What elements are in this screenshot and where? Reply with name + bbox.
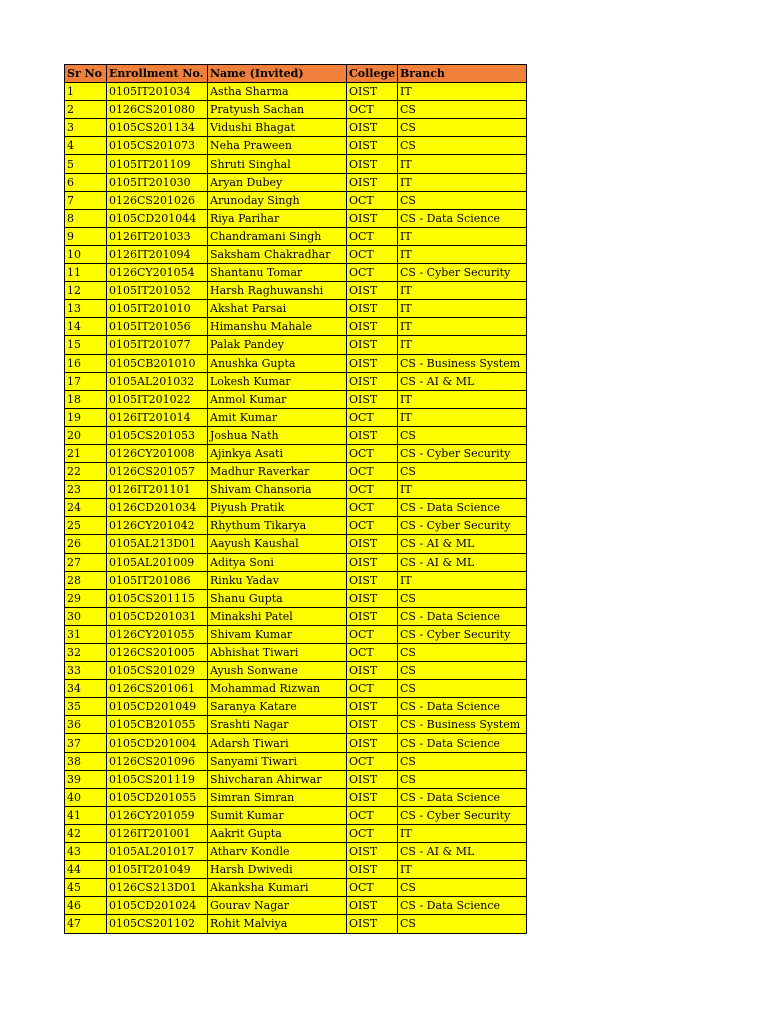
cell-name: Shivam Kumar (208, 625, 347, 643)
cell-branch: CS - Cyber Security (398, 517, 527, 535)
table-row (65, 734, 527, 752)
table-row (65, 698, 527, 716)
cell-name: Akanksha Kumari (208, 879, 347, 897)
cell-enrollment-no: 0126CY201055 (107, 625, 208, 643)
table-row (65, 408, 527, 426)
cell-branch: CS - Cyber Security (398, 444, 527, 462)
cell-enrollment-no: 0105CS201073 (107, 137, 208, 155)
cell-enrollment-no: 0126IT201001 (107, 824, 208, 842)
table-row (65, 354, 527, 372)
cell-branch: CS - Data Science (398, 897, 527, 915)
cell-sr-no: 39 (65, 770, 107, 788)
cell-name: Shivcharan Ahirwar (208, 770, 347, 788)
cell-enrollment-no: 0105IT201052 (107, 282, 208, 300)
cell-college: OIST (347, 372, 398, 390)
table-row (65, 282, 527, 300)
cell-college: OCT (347, 481, 398, 499)
cell-branch: CS (398, 191, 527, 209)
table-row (65, 607, 527, 625)
cell-branch: IT (398, 155, 527, 173)
header-name: Name (Invited) (208, 65, 347, 83)
cell-branch: CS - AI & ML (398, 535, 527, 553)
cell-sr-no: 38 (65, 752, 107, 770)
cell-sr-no: 32 (65, 644, 107, 662)
cell-sr-no: 23 (65, 481, 107, 499)
cell-branch: IT (398, 571, 527, 589)
cell-branch: CS - Cyber Security (398, 806, 527, 824)
table-row (65, 444, 527, 462)
cell-name: Simran Simran (208, 788, 347, 806)
cell-college: OCT (347, 463, 398, 481)
cell-college: OCT (347, 499, 398, 517)
table-row (65, 861, 527, 879)
cell-college: OCT (347, 245, 398, 263)
cell-sr-no: 18 (65, 390, 107, 408)
cell-name: Harsh Raghuwanshi (208, 282, 347, 300)
cell-college: OIST (347, 843, 398, 861)
cell-branch: CS (398, 426, 527, 444)
cell-college: OIST (347, 119, 398, 137)
cell-sr-no: 16 (65, 354, 107, 372)
cell-enrollment-no: 0126CY201054 (107, 264, 208, 282)
cell-college: OIST (347, 861, 398, 879)
table-row (65, 843, 527, 861)
table-row (65, 625, 527, 643)
cell-college: OIST (347, 788, 398, 806)
cell-name: Shantanu Tomar (208, 264, 347, 282)
cell-college: OIST (347, 897, 398, 915)
cell-sr-no: 13 (65, 300, 107, 318)
cell-branch: CS - Cyber Security (398, 625, 527, 643)
cell-name: Palak Pandey (208, 336, 347, 354)
cell-sr-no: 28 (65, 571, 107, 589)
cell-sr-no: 4 (65, 137, 107, 155)
cell-sr-no: 41 (65, 806, 107, 824)
cell-enrollment-no: 0105CD201049 (107, 698, 208, 716)
cell-sr-no: 26 (65, 535, 107, 553)
cell-sr-no: 35 (65, 698, 107, 716)
cell-sr-no: 47 (65, 915, 107, 933)
cell-college: OCT (347, 879, 398, 897)
cell-enrollment-no: 0105CS201102 (107, 915, 208, 933)
cell-branch: IT (398, 390, 527, 408)
cell-name: Sanyami Tiwari (208, 752, 347, 770)
table-row (65, 372, 527, 390)
cell-branch: CS (398, 119, 527, 137)
cell-name: Joshua Nath (208, 426, 347, 444)
cell-name: Adarsh Tiwari (208, 734, 347, 752)
cell-branch: CS (398, 770, 527, 788)
cell-branch: CS - Business System (398, 716, 527, 734)
table-body (65, 83, 527, 933)
cell-enrollment-no: 0105CB201010 (107, 354, 208, 372)
cell-branch: IT (398, 245, 527, 263)
cell-enrollment-no: 0105CD201004 (107, 734, 208, 752)
table-row (65, 227, 527, 245)
cell-name: Shanu Gupta (208, 589, 347, 607)
cell-sr-no: 33 (65, 662, 107, 680)
cell-sr-no: 45 (65, 879, 107, 897)
cell-enrollment-no: 0105IT201049 (107, 861, 208, 879)
cell-college: OIST (347, 300, 398, 318)
cell-college: OCT (347, 644, 398, 662)
cell-college: OIST (347, 607, 398, 625)
cell-name: Saranya Katare (208, 698, 347, 716)
cell-name: Neha Praween (208, 137, 347, 155)
cell-college: OIST (347, 390, 398, 408)
cell-college: OCT (347, 806, 398, 824)
cell-branch: CS - Data Science (398, 734, 527, 752)
cell-name: Ayush Sonwane (208, 662, 347, 680)
cell-branch: CS - AI & ML (398, 843, 527, 861)
cell-enrollment-no: 0105CD201031 (107, 607, 208, 625)
cell-branch: CS - Cyber Security (398, 264, 527, 282)
table-row (65, 535, 527, 553)
cell-branch: CS - Data Science (398, 607, 527, 625)
cell-name: Atharv Kondle (208, 843, 347, 861)
cell-enrollment-no: 0126CS201061 (107, 680, 208, 698)
cell-sr-no: 17 (65, 372, 107, 390)
table-row (65, 770, 527, 788)
cell-sr-no: 37 (65, 734, 107, 752)
cell-college: OIST (347, 915, 398, 933)
cell-sr-no: 8 (65, 209, 107, 227)
cell-sr-no: 22 (65, 463, 107, 481)
cell-branch: CS - Data Science (398, 499, 527, 517)
table-row (65, 245, 527, 263)
cell-enrollment-no: 0126CY201042 (107, 517, 208, 535)
cell-college: OCT (347, 625, 398, 643)
cell-enrollment-no: 0105CS201134 (107, 119, 208, 137)
cell-branch: CS (398, 879, 527, 897)
cell-name: Aditya Soni (208, 553, 347, 571)
cell-enrollment-no: 0105CS201119 (107, 770, 208, 788)
cell-enrollment-no: 0105AL213D01 (107, 535, 208, 553)
cell-sr-no: 36 (65, 716, 107, 734)
cell-name: Anmol Kumar (208, 390, 347, 408)
cell-sr-no: 24 (65, 499, 107, 517)
table-row (65, 481, 527, 499)
cell-name: Rohit Malviya (208, 915, 347, 933)
cell-name: Amit Kumar (208, 408, 347, 426)
cell-college: OIST (347, 354, 398, 372)
cell-branch: IT (398, 282, 527, 300)
table-row (65, 209, 527, 227)
cell-enrollment-no: 0126CS201096 (107, 752, 208, 770)
cell-sr-no: 31 (65, 625, 107, 643)
table-row (65, 752, 527, 770)
cell-enrollment-no: 0105CS201029 (107, 662, 208, 680)
table-row (65, 662, 527, 680)
cell-sr-no: 6 (65, 173, 107, 191)
cell-enrollment-no: 0126CD201034 (107, 499, 208, 517)
cell-enrollment-no: 0126CS201080 (107, 101, 208, 119)
table-row (65, 879, 527, 897)
cell-enrollment-no: 0126CS201026 (107, 191, 208, 209)
cell-enrollment-no: 0105IT201030 (107, 173, 208, 191)
cell-branch: CS (398, 644, 527, 662)
cell-name: Shivam Chansoria (208, 481, 347, 499)
cell-enrollment-no: 0105IT201010 (107, 300, 208, 318)
cell-sr-no: 34 (65, 680, 107, 698)
cell-name: Chandramani Singh (208, 227, 347, 245)
cell-sr-no: 29 (65, 589, 107, 607)
cell-college: OIST (347, 318, 398, 336)
cell-enrollment-no: 0105IT201109 (107, 155, 208, 173)
cell-sr-no: 3 (65, 119, 107, 137)
table-row (65, 155, 527, 173)
cell-name: Vidushi Bhagat (208, 119, 347, 137)
table-row (65, 788, 527, 806)
cell-branch: CS (398, 101, 527, 119)
cell-name: Anushka Gupta (208, 354, 347, 372)
cell-sr-no: 27 (65, 553, 107, 571)
cell-college: OCT (347, 101, 398, 119)
cell-name: Rinku Yadav (208, 571, 347, 589)
cell-name: Akshat Parsai (208, 300, 347, 318)
cell-college: OIST (347, 209, 398, 227)
cell-sr-no: 11 (65, 264, 107, 282)
cell-name: Srashti Nagar (208, 716, 347, 734)
cell-name: Gourav Nagar (208, 897, 347, 915)
cell-college: OIST (347, 83, 398, 101)
cell-enrollment-no: 0105IT201077 (107, 336, 208, 354)
cell-college: OIST (347, 770, 398, 788)
invited-students-table (64, 64, 527, 934)
cell-college: OIST (347, 589, 398, 607)
table-row (65, 173, 527, 191)
cell-name: Aakrit Gupta (208, 824, 347, 842)
cell-sr-no: 14 (65, 318, 107, 336)
table-row (65, 517, 527, 535)
cell-enrollment-no: 0105CS201053 (107, 426, 208, 444)
table-row (65, 499, 527, 517)
cell-name: Sumit Kumar (208, 806, 347, 824)
cell-sr-no: 12 (65, 282, 107, 300)
cell-sr-no: 20 (65, 426, 107, 444)
table-row (65, 264, 527, 282)
cell-name: Himanshu Mahale (208, 318, 347, 336)
cell-name: Riya Parihar (208, 209, 347, 227)
cell-branch: IT (398, 824, 527, 842)
table-row (65, 426, 527, 444)
cell-sr-no: 5 (65, 155, 107, 173)
cell-sr-no: 7 (65, 191, 107, 209)
cell-enrollment-no: 0105CD201044 (107, 209, 208, 227)
table-row (65, 680, 527, 698)
cell-name: Minakshi Patel (208, 607, 347, 625)
header-row (65, 65, 527, 83)
table-row (65, 463, 527, 481)
cell-name: Madhur Raverkar (208, 463, 347, 481)
header-enrollment-no: Enrollment No. (107, 65, 208, 83)
cell-college: OIST (347, 716, 398, 734)
cell-college: OCT (347, 408, 398, 426)
cell-branch: IT (398, 318, 527, 336)
cell-college: OCT (347, 191, 398, 209)
cell-branch: IT (398, 861, 527, 879)
cell-name: Pratyush Sachan (208, 101, 347, 119)
cell-enrollment-no: 0126CS201057 (107, 463, 208, 481)
table-row (65, 191, 527, 209)
cell-sr-no: 42 (65, 824, 107, 842)
cell-branch: IT (398, 336, 527, 354)
cell-branch: CS (398, 463, 527, 481)
cell-college: OIST (347, 282, 398, 300)
cell-branch: CS (398, 752, 527, 770)
cell-sr-no: 40 (65, 788, 107, 806)
cell-enrollment-no: 0126IT201014 (107, 408, 208, 426)
cell-branch: IT (398, 481, 527, 499)
cell-branch: CS - Data Science (398, 209, 527, 227)
cell-branch: CS (398, 137, 527, 155)
cell-enrollment-no: 0105IT201022 (107, 390, 208, 408)
cell-college: OCT (347, 824, 398, 842)
cell-sr-no: 46 (65, 897, 107, 915)
table-row (65, 390, 527, 408)
cell-enrollment-no: 0105AL201032 (107, 372, 208, 390)
cell-branch: IT (398, 408, 527, 426)
cell-name: Harsh Dwivedi (208, 861, 347, 879)
table-row (65, 553, 527, 571)
cell-enrollment-no: 0105IT201086 (107, 571, 208, 589)
cell-college: OCT (347, 444, 398, 462)
cell-enrollment-no: 0105CS201115 (107, 589, 208, 607)
cell-college: OIST (347, 535, 398, 553)
cell-enrollment-no: 0126IT201101 (107, 481, 208, 499)
table-row (65, 318, 527, 336)
cell-enrollment-no: 0105CB201055 (107, 716, 208, 734)
cell-sr-no: 2 (65, 101, 107, 119)
cell-name: Shruti Singhal (208, 155, 347, 173)
cell-name: Arunoday Singh (208, 191, 347, 209)
cell-branch: CS - Data Science (398, 788, 527, 806)
cell-enrollment-no: 0105IT201034 (107, 83, 208, 101)
cell-enrollment-no: 0126CS201005 (107, 644, 208, 662)
header-college: College (347, 65, 398, 83)
cell-sr-no: 25 (65, 517, 107, 535)
cell-name: Rhythum Tikarya (208, 517, 347, 535)
cell-name: Ajinkya Asati (208, 444, 347, 462)
table-row (65, 336, 527, 354)
cell-name: Abhishat Tiwari (208, 644, 347, 662)
cell-name: Lokesh Kumar (208, 372, 347, 390)
table-row (65, 119, 527, 137)
cell-branch: IT (398, 300, 527, 318)
cell-sr-no: 30 (65, 607, 107, 625)
cell-college: OIST (347, 173, 398, 191)
cell-college: OIST (347, 155, 398, 173)
cell-branch: IT (398, 227, 527, 245)
table-row (65, 716, 527, 734)
cell-sr-no: 44 (65, 861, 107, 879)
cell-branch: CS (398, 680, 527, 698)
cell-branch: CS - Business System (398, 354, 527, 372)
cell-enrollment-no: 0105AL201017 (107, 843, 208, 861)
cell-college: OIST (347, 571, 398, 589)
header-sr-no: Sr No (65, 65, 107, 83)
table-row (65, 137, 527, 155)
table-row (65, 915, 527, 933)
cell-branch: CS (398, 915, 527, 933)
cell-enrollment-no: 0126IT201094 (107, 245, 208, 263)
cell-branch: IT (398, 173, 527, 191)
table-row (65, 806, 527, 824)
cell-enrollment-no: 0105AL201009 (107, 553, 208, 571)
cell-name: Saksham Chakradhar (208, 245, 347, 263)
cell-college: OCT (347, 264, 398, 282)
cell-branch: CS - Data Science (398, 698, 527, 716)
table-row (65, 824, 527, 842)
cell-college: OIST (347, 137, 398, 155)
cell-enrollment-no: 0126IT201033 (107, 227, 208, 245)
cell-sr-no: 21 (65, 444, 107, 462)
table-row (65, 589, 527, 607)
cell-name: Aryan Dubey (208, 173, 347, 191)
cell-branch: CS (398, 589, 527, 607)
header-branch: Branch (398, 65, 527, 83)
cell-college: OIST (347, 734, 398, 752)
cell-sr-no: 10 (65, 245, 107, 263)
table-row (65, 300, 527, 318)
table-row (65, 571, 527, 589)
cell-name: Aayush Kaushal (208, 535, 347, 553)
cell-college: OCT (347, 680, 398, 698)
cell-college: OIST (347, 662, 398, 680)
table-row (65, 83, 527, 101)
cell-name: Astha Sharma (208, 83, 347, 101)
cell-sr-no: 9 (65, 227, 107, 245)
cell-branch: CS (398, 662, 527, 680)
table-row (65, 101, 527, 119)
cell-branch: CS - AI & ML (398, 553, 527, 571)
cell-college: OIST (347, 553, 398, 571)
cell-college: OIST (347, 426, 398, 444)
cell-sr-no: 43 (65, 843, 107, 861)
cell-sr-no: 1 (65, 83, 107, 101)
cell-branch: CS - AI & ML (398, 372, 527, 390)
cell-college: OCT (347, 752, 398, 770)
cell-enrollment-no: 0126CS213D01 (107, 879, 208, 897)
cell-college: OCT (347, 227, 398, 245)
cell-enrollment-no: 0105CD201024 (107, 897, 208, 915)
cell-college: OIST (347, 336, 398, 354)
cell-enrollment-no: 0126CY201008 (107, 444, 208, 462)
cell-branch: IT (398, 83, 527, 101)
cell-name: Piyush Pratik (208, 499, 347, 517)
cell-sr-no: 15 (65, 336, 107, 354)
cell-name: Mohammad Rizwan (208, 680, 347, 698)
cell-enrollment-no: 0105IT201056 (107, 318, 208, 336)
cell-enrollment-no: 0105CD201055 (107, 788, 208, 806)
cell-enrollment-no: 0126CY201059 (107, 806, 208, 824)
table-row (65, 897, 527, 915)
table-row (65, 644, 527, 662)
cell-sr-no: 19 (65, 408, 107, 426)
cell-college: OCT (347, 517, 398, 535)
cell-college: OIST (347, 698, 398, 716)
